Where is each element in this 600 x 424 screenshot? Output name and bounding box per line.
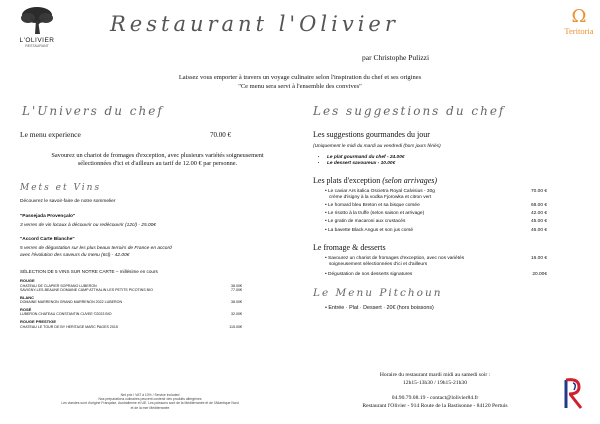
hours-title: Horaire du restaurant mardi midi au samedi soir : xyxy=(379,372,491,378)
cheese-price: 16.00 € xyxy=(530,255,547,261)
teritoria-logo xyxy=(562,8,596,36)
gourmand-title: Les suggestions gourmandes du jour xyxy=(313,130,430,139)
exception-name: Le homard bleu Breton et sa bisque corsée xyxy=(328,203,420,209)
footnote-line: Les viandes sont d'origine Française, Australienne et UE. Les poissons sont de la Méditerranée et de l'Atlantique Nord xyxy=(61,401,239,406)
contact-line: 04.90.79.08.19 - contact@lolivier84.fr xyxy=(391,394,479,401)
exception-item: • Le caviar Ars italica Oscietra Royal Calvisius - 30g crème d'isigny à la vodka Fjorowka et citron vert 70.00 € xyxy=(325,188,547,200)
wine-intro: Découvrez le savoir-faire de notre sommelier xyxy=(20,198,116,204)
teritoria-name: Teritoria xyxy=(564,26,594,36)
exception-price: 42.00 € xyxy=(530,211,547,217)
pass1-desc: 3 verres de vin locaux à découvrir ou redécouvrir (12cl) - 25.00€ xyxy=(20,222,156,228)
wine-price: 38.00€ xyxy=(231,300,242,305)
wine-name: CHATEAU LE TOUR DE BY HERITAGE MARC PAGES 2015 xyxy=(20,324,118,329)
address: Restaurant l'Olivier - 914 Route de la Bastisonne - 84120 Pertuis xyxy=(362,403,508,410)
logo-name: L'OLIVIER xyxy=(19,37,55,44)
cheese-list xyxy=(325,256,547,279)
pitchoun-value: Entrée · Plat · Dessert · 20€ (hors boissons) xyxy=(328,305,434,312)
right-column xyxy=(313,104,588,312)
exception-price: 70.00 € xyxy=(530,188,547,194)
gourmand-item: • Le dessert savoureux - 10.00€ xyxy=(327,161,588,167)
exception-item: • Le homard bleu Breton et sa bisque corsée 68.00 € xyxy=(325,203,547,209)
pitchoun-text: • Entrée · Plat · Dessert · 20€ (hors boissons) xyxy=(325,305,434,312)
section-title-suggestions: Les suggestions du chef xyxy=(313,104,506,118)
cheese-item: • Savourez un chariot de fromages d'exception, avec nos variétés soigneusement sélectionnées d'ici et d'ailleurs 16.00 € xyxy=(325,255,547,268)
exception-name: Le gratin de macaroni aux crustacés xyxy=(328,219,406,225)
exception-item: • La bavette Black Angus et son jus corsé 46.00 € xyxy=(325,227,547,233)
exception-title-text: Les plats d'exception xyxy=(313,175,381,185)
section-title-mets-vins: Mets et Vins xyxy=(20,182,102,193)
olivier-logo xyxy=(14,6,60,48)
pass2-line-2: avec l'évolution des saveurs du menu (6cl) - 42.00€ xyxy=(20,252,130,258)
intro-line-1: Laissez vous emporter à travers un voyage culinaire selon l'inspiration du chef et ses origines xyxy=(178,74,422,81)
olive-tree-icon xyxy=(17,6,57,36)
intro-text xyxy=(100,73,500,91)
intro-line-2: "Ce menu sera servi à l'ensemble des convives" xyxy=(238,83,362,90)
cheese-line-2: sélectionnées d'ici et d'ailleurs au tarif de 12.00 € par personne. xyxy=(77,160,238,167)
wine-category: ROSÉ xyxy=(20,306,32,312)
gourmand-note: (Uniquement le midi du mardi au vendredi (hors jours fériés) xyxy=(313,144,441,149)
cheese-name: Savourez un chariot de fromages d'exception, avec nos variétés xyxy=(328,255,465,261)
exception-name: La bavette Black Angus et son jus corsé xyxy=(328,227,414,233)
wine-name: LUBERON CHATEAU CONSTANTIN CUVEE ©2023 BIO xyxy=(20,312,112,317)
logo-sub: RESTAURANT xyxy=(25,44,49,48)
pass2-desc xyxy=(20,246,290,258)
wine-item xyxy=(20,325,242,330)
left-column xyxy=(20,104,290,329)
wine-selection-title: SÉLECTION DE 5 VINS SUR NOTRE CARTE – millésime en cours xyxy=(20,268,158,274)
exception-item: • Le gratin de macaroni aux crustacés 45.00 € xyxy=(325,219,547,225)
wine-price: 115.00€ xyxy=(229,324,242,329)
republique-logo-icon xyxy=(561,376,587,410)
cheese-extra: soigneusement sélectionnées d'ici et d'ailleurs xyxy=(329,262,428,268)
pass2-line-1: 5 verres de dégustation sur les plus beaux terroirs de France en accord xyxy=(20,246,172,252)
contact-block xyxy=(330,371,540,411)
wine-category: ROUGE PRESTIGE xyxy=(20,319,57,325)
exception-price: 45.00 € xyxy=(530,219,547,225)
cheese-line-1: Savourez un chariot de fromages d'exception, avec plusieurs variétés soigneusement xyxy=(51,151,264,159)
cheese-title: Le fromage & desserts xyxy=(313,242,386,252)
exception-price: 46.00 € xyxy=(530,227,547,233)
footnote-line: Net prix / VAT à 10% / Service included xyxy=(120,393,180,397)
gourmand-list xyxy=(327,155,588,167)
cheese-price: 20.00€ xyxy=(532,272,547,278)
cheese-item: • Dégustation de nos desserts signatures 20.00€ xyxy=(325,272,547,278)
wine-category: BLANC xyxy=(20,294,34,300)
wine-list xyxy=(20,279,242,329)
hours: 12h15-13h30 / 19h15-21h30 xyxy=(402,380,467,387)
exception-price: 68.00 € xyxy=(530,203,547,209)
cheese-text xyxy=(20,152,295,169)
wine-item xyxy=(20,300,242,305)
wine-price: 38.00€ xyxy=(231,283,242,288)
page-title: Restaurant l'Olivier xyxy=(110,12,399,36)
wine-price: 77.00€ xyxy=(231,288,242,293)
wine-item xyxy=(20,288,242,293)
pass1-title: "Passejada Provençalo" xyxy=(20,213,76,219)
section-title-pitchoun: Le Menu Pitchoun xyxy=(313,287,443,300)
exception-name: Le risotto à la truffe (selon saison et arrivage) xyxy=(328,211,425,217)
menu-label: Le menu experience xyxy=(20,130,81,139)
wine-category: ROUGE xyxy=(20,277,35,283)
exception-item: • Le risotto à la truffe (selon saison et arrivage) 42.00 € xyxy=(325,211,547,217)
menu-price: 70.00 € xyxy=(210,131,231,139)
pass2-title: "Accord Carte Blanche" xyxy=(20,237,75,243)
wine-name: SAVIGNY-LES-BEAUNE DOMAINE CAMP ATTHALIN LES PETITS PICOTINS BIO xyxy=(20,288,153,293)
footnote-line: Nos préparations culinaires peuvent contenir des produits allergènes xyxy=(98,397,202,402)
footnote-line: et de la mer Méditerranée xyxy=(130,405,170,410)
exception-list xyxy=(325,189,547,234)
wine-item xyxy=(20,312,242,317)
omega-icon: Ω xyxy=(571,6,587,27)
footnotes xyxy=(60,393,240,410)
wine-name: CHATEAU DE CLAPIER SOPRANO LUBERON xyxy=(20,283,97,288)
exception-title xyxy=(313,176,588,185)
exception-title-suffix: (selon arrivages) xyxy=(382,175,438,185)
menu-experience-row xyxy=(20,131,275,141)
gourmand-item: • Le plat gourmand du chef - 24.00€ xyxy=(327,155,588,161)
byline: par Christophe Pulizzi xyxy=(362,53,430,62)
wine-name: DOMAINE MARRENON GRAND MARRENON 2022 LUBERON xyxy=(20,300,123,305)
exception-extra: crème d'isigny à la vodka Fjorowka et citron vert xyxy=(329,194,432,200)
section-title-univers: L'Univers du chef xyxy=(22,104,164,118)
wine-price: 32.00€ xyxy=(231,312,242,317)
cheese-name: Dégustation de nos desserts signatures xyxy=(328,272,413,278)
exception-name: Le caviar Ars italica Oscietra Royal Calvisius - 30g xyxy=(328,188,435,194)
